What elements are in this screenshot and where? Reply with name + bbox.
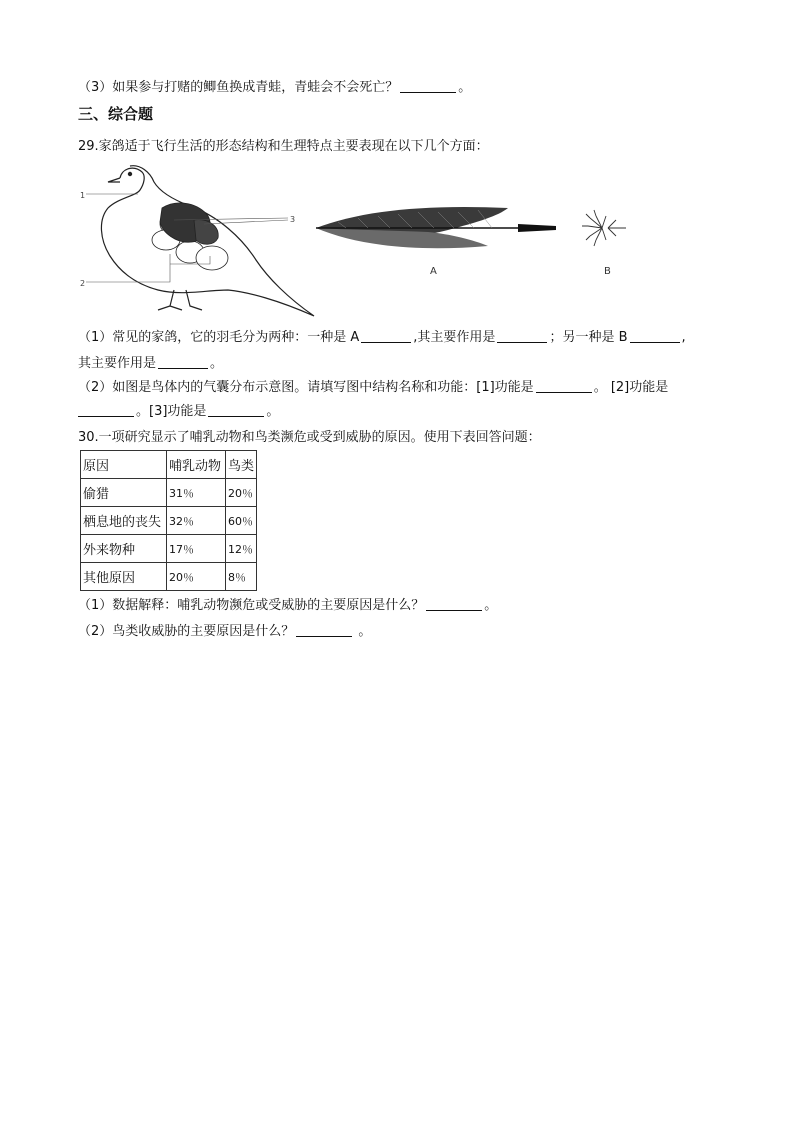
feather-a-label: A xyxy=(430,266,437,277)
figure-label-2: 2 xyxy=(80,279,86,288)
table-row xyxy=(81,479,257,507)
table-cell: 12％ xyxy=(226,535,257,563)
section-title: 三、综合题 xyxy=(78,105,154,123)
q29-part1-text-c: ；另一种是 B xyxy=(549,330,628,345)
table-cell: 其他原因 xyxy=(81,563,167,591)
q30-part2-line xyxy=(78,622,371,642)
table-cell: 8％ xyxy=(226,563,257,591)
q29-part2-text-b: 。 [2]功能是 xyxy=(593,380,669,395)
answer-blank[interactable] xyxy=(296,622,352,637)
q29-part1-text-b: ,其主要作用是 xyxy=(413,330,496,345)
feather-b-label: B xyxy=(604,266,611,277)
answer-blank[interactable] xyxy=(361,328,411,343)
table-cell: 栖息地的丧失 xyxy=(81,507,167,535)
figure-label-3: 3 xyxy=(290,215,296,224)
table-header-cell: 哺乳动物 xyxy=(167,451,226,479)
punctuation: 。 xyxy=(266,404,280,419)
answer-blank[interactable] xyxy=(497,328,547,343)
table-header-row xyxy=(81,451,257,479)
answer-blank[interactable] xyxy=(536,378,592,393)
table-header-cell: 原因 xyxy=(81,451,167,479)
answer-blank[interactable] xyxy=(400,78,456,93)
punctuation: 。 xyxy=(484,598,498,613)
bird-air-sac-figure xyxy=(78,160,638,320)
q30-part1-text: （1）数据解释：哺乳动物濒危或受威胁的主要原因是什么？ xyxy=(78,598,425,613)
answer-blank[interactable] xyxy=(208,402,264,417)
table-cell: 外来物种 xyxy=(81,535,167,563)
table-cell: 32％ xyxy=(167,507,226,535)
table-cell: 20％ xyxy=(226,479,257,507)
table-cell: 20％ xyxy=(167,563,226,591)
q29-part1-line1 xyxy=(78,328,686,348)
figure-label-1: 1 xyxy=(80,191,86,200)
answer-blank[interactable] xyxy=(158,354,208,369)
answer-blank[interactable] xyxy=(630,328,680,343)
q29-part2-line2 xyxy=(78,402,279,422)
threat-reasons-table xyxy=(80,450,257,591)
q29-part2-text-a: （2）如图是鸟体内的气囊分布示意图。请填写图中结构名称和功能：[1]功能是 xyxy=(78,380,534,395)
table-row xyxy=(81,507,257,535)
table-row xyxy=(81,563,257,591)
q29-part2-line1 xyxy=(78,378,668,398)
table-cell: 31％ xyxy=(167,479,226,507)
punctuation: 。 xyxy=(210,356,224,371)
q30-stem: 30.一项研究显示了哺乳动物和鸟类濒危或受到威胁的原因。使用下表回答问题： xyxy=(78,430,541,445)
table-row xyxy=(81,535,257,563)
q28-part3-text: （3）如果参与打赌的鲫鱼换成青蛙，青蛙会不会死亡？ xyxy=(78,80,399,95)
q30-part2-text: （2）鸟类收威胁的主要原因是什么？ xyxy=(78,624,295,639)
table-cell: 偷猎 xyxy=(81,479,167,507)
q29-part1-text-a: （1）常见的家鸽，它的羽毛分为两种：一种是 A xyxy=(78,330,360,345)
punctuation: 。 xyxy=(458,80,472,95)
air-sacs xyxy=(152,203,228,270)
table-cell: 60％ xyxy=(226,507,257,535)
table-cell: 17％ xyxy=(167,535,226,563)
flight-feather-a xyxy=(316,207,556,248)
q29-part1-text-e: 其主要作用是 xyxy=(78,356,157,371)
q28-part3-line xyxy=(78,78,471,98)
table-header-cell: 鸟类 xyxy=(226,451,257,479)
q29-part2-text-c: 。[3]功能是 xyxy=(136,404,207,419)
punctuation: , xyxy=(681,330,686,345)
answer-blank[interactable] xyxy=(78,402,134,417)
punctuation: 。 xyxy=(354,624,372,639)
down-feather-b xyxy=(582,210,626,246)
q29-stem: 29.家鸽适于飞行生活的形态结构和生理特点主要表现在以下几个方面： xyxy=(78,139,489,154)
q29-part1-line2 xyxy=(78,354,223,374)
answer-blank[interactable] xyxy=(426,596,482,611)
q30-part1-line xyxy=(78,596,497,616)
